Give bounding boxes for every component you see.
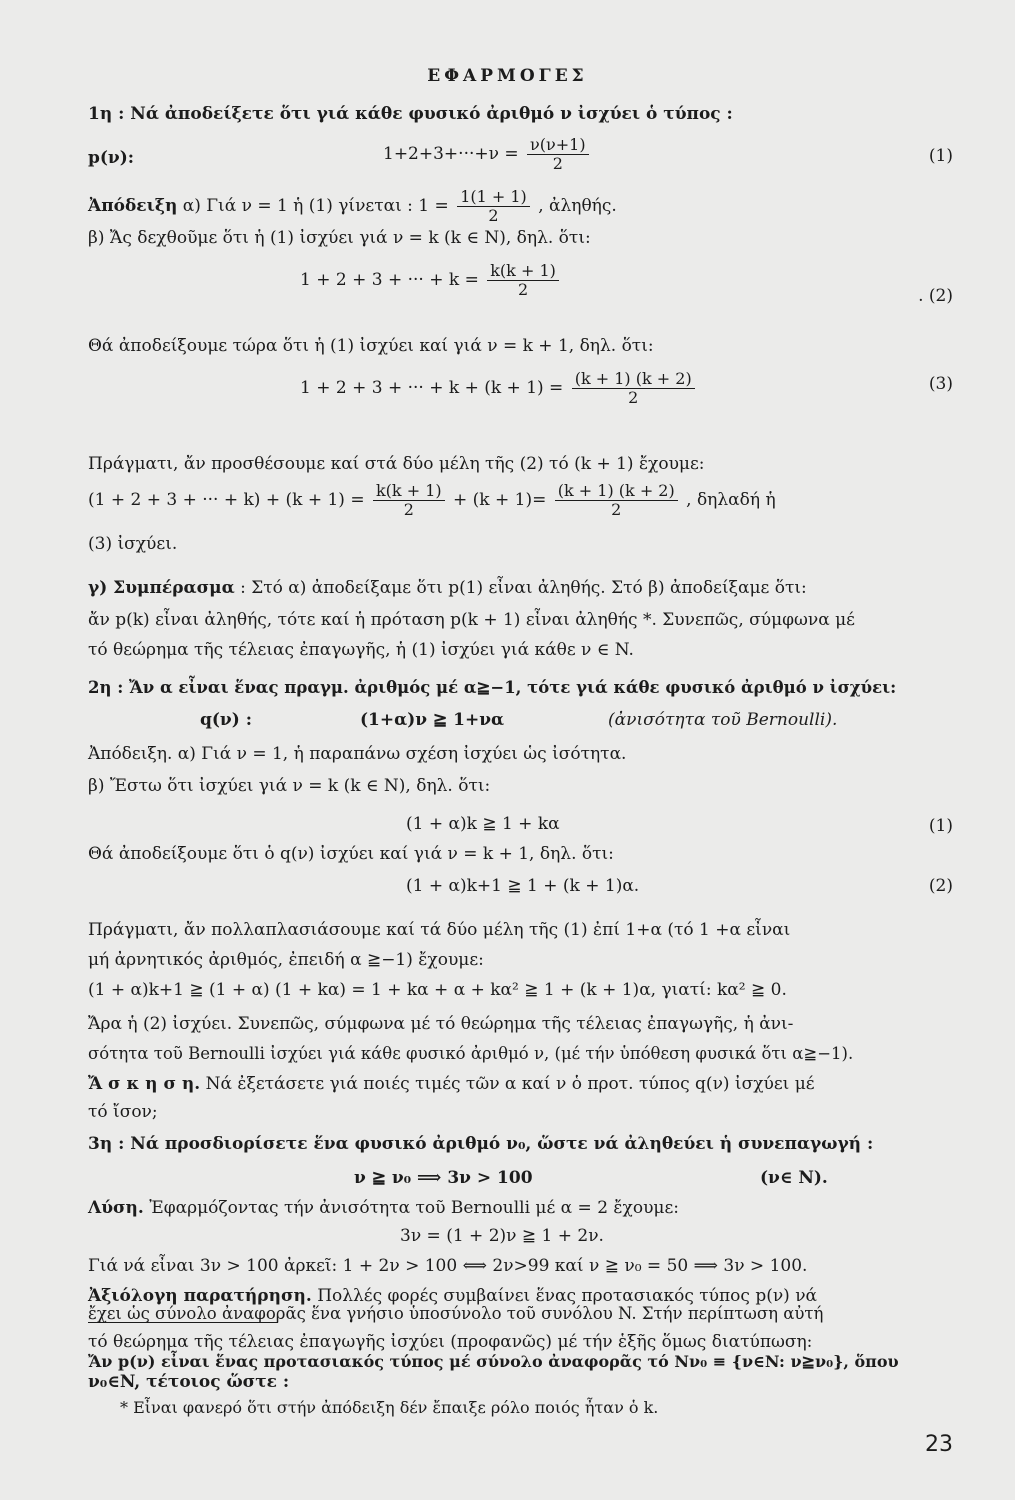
ex2-exercise-label: Ἄ σ κ η σ η.: [88, 1074, 201, 1094]
ex2-exercise-2: τό ἴσον;: [88, 1102, 158, 1122]
ex1-eq3-lhs: 1 + 2 + 3 + ··· + k + (k + 1) =: [300, 378, 564, 398]
ex1-eq2-lhs: 1 + 2 + 3 + ··· + k =: [300, 270, 479, 290]
ex1-eq3-number: (3): [928, 374, 953, 394]
remark-2: ἔχει ὡς σύνολο ἀναφορᾶς ἕνα γνήσιο ὑποσύνολο τοῦ συνόλου N. Στήν περίπτωση αὐτή: [88, 1304, 824, 1323]
ex1-sum-frac2: [555, 482, 678, 519]
ex3-implication-domain: (ν∈ N).: [760, 1168, 828, 1188]
ex1-indeed: Πράγματι, ἄν προσθέσουμε καί στά δύο μέλη τῆς (2) τό (k + 1) ἔχουμε:: [88, 454, 705, 474]
ex2-prove: Θά ἀποδείξουμε ὅτι ὁ q(ν) ἰσχύει καί γιά ν = k + 1, δηλ. ὅτι:: [88, 844, 614, 864]
ex1-formula-den: 2: [552, 154, 563, 173]
ex1-eq2-number: . (2): [918, 286, 953, 306]
ex1-sum-num2: (k + 1) (k + 2): [555, 482, 678, 501]
ex1-eq3-den: 2: [628, 388, 639, 407]
ex2-exercise-text: Νά ἐξετάσετε γιά ποιές τιμές τῶν α καί ν ὁ προτ. τύπος q(ν) ἰσχύει μέ: [205, 1074, 815, 1094]
ex2-chain: (1 + α)k+1 ≧ (1 + α) (1 + kα) = 1 + kα + α + kα² ≧ 1 + (k + 1)α, γιατί: kα² ≧ 0.: [88, 980, 787, 1000]
ex2-eq2-number: (2): [928, 876, 953, 896]
ex1-sum-mid: + (k + 1)=: [453, 490, 547, 510]
ex1-conclusion-text: : Στό α) ἀποδείξαμε ὅτι p(1) εἶναι ἀληθής. Στό β) ἀποδείξαμε ὅτι:: [240, 578, 807, 598]
ex2-eq1: (1 + α)k ≧ 1 + kα: [406, 814, 560, 834]
footnote-rule: [88, 1322, 278, 1323]
ex1-proof-a-num: 1(1 + 1): [457, 188, 530, 207]
ex1-eq2-expr: [300, 262, 562, 299]
ex1-prove: Θά ἀποδείξουμε τώρα ὅτι ἡ (1) ἰσχύει καί γιά ν = k + 1, δηλ. ὅτι:: [88, 336, 654, 356]
ex1-formula-label: p(ν):: [88, 148, 135, 168]
ex1-conclusion-3: τό θεώρημα τῆς τέλειας ἐπαγωγῆς, ἡ (1) ἰσχύει γιά κάθε ν ∈ N.: [88, 640, 634, 660]
ex2-conclusion-2: σότητα τοῦ Bernoulli ἰσχύει γιά κάθε φυσικό ἀριθμό ν, (μέ τήν ὑπόθεση φυσικά ὅτι α≧−1).: [88, 1044, 854, 1063]
ex1-holds: (3) ἰσχύει.: [88, 534, 178, 554]
ex1-sum-end: , δηλαδή ἡ: [686, 490, 776, 510]
remark-3: τό θεώρημα τῆς τέλειας ἐπαγωγῆς ἰσχύει (προφανῶς) μέ τήν ἑξῆς ὅμως διατύπωση:: [88, 1332, 813, 1352]
ex1-formula-number: (1): [928, 146, 953, 166]
remark-text-1: Πολλές φορές συμβαίνει ἕνας προτασιακός τύπος p(ν) νά: [317, 1286, 818, 1306]
ex1-formula-lhs: 1+2+3+···+ν =: [383, 144, 519, 164]
ex1-sum-den2: 2: [611, 500, 622, 519]
ex1-eq3-frac: [572, 370, 695, 407]
ex1-proof-a-end: , ἀληθής.: [538, 196, 617, 216]
ex1-sum-num1: k(k + 1): [373, 482, 445, 501]
ex3-implication: ν ≧ ν₀ ⟹ 3ν > 100: [354, 1168, 533, 1188]
ex1-beta: β) Ἄς δεχθοῦμε ὅτι ἡ (1) ἰσχύει γιά ν = k (k ∈ N), δηλ. ὅτι:: [88, 228, 591, 248]
ex1-eq3-num: (k + 1) (k + 2): [572, 370, 695, 389]
ex3-solution-label: Λύση.: [88, 1198, 144, 1218]
footnote: * Εἶναι φανερό ὅτι στήν ἀπόδειξη δέν ἔπαιξε ρόλο ποιός ἦταν ὁ k.: [120, 1398, 659, 1417]
ex2-formula-note: (ἀνισότητα τοῦ Bernoulli).: [608, 710, 838, 730]
ex1-sum: [88, 482, 953, 519]
ex1-proof-a-text: α) Γιά ν = 1 ἡ (1) γίνεται : 1 =: [182, 196, 449, 216]
ex2-heading: 2η : Ἄν α εἶναι ἕνας πραγμ. ἀριθμός μέ α≧−1, τότε γιά κάθε φυσικό ἀριθμό ν ἰσχύει:: [88, 678, 897, 697]
ex3-heading: 3η : Νά προσδιορίσετε ἕνα φυσικό ἀριθμό ν₀, ὥστε νά ἀληθεύει ἡ συνεπαγωγή :: [88, 1134, 874, 1154]
ex2-eq1-number: (1): [928, 816, 953, 836]
ex1-sum-lhs: (1 + 2 + 3 + ··· + k) + (k + 1) =: [88, 490, 365, 510]
page-number: 23: [925, 1432, 953, 1457]
ex1-proof-a-frac: [457, 188, 530, 225]
ex1-proof-a: [88, 188, 953, 225]
ex1-conclusion-1: [88, 576, 953, 600]
ex1-eq2-den: 2: [517, 280, 529, 299]
ex2-conclusion-1: Ἄρα ἡ (2) ἰσχύει. Συνεπῶς, σύμφωνα μέ τό θεώρημα τῆς τέλειας ἐπαγωγῆς, ἡ ἀνι-: [88, 1014, 794, 1034]
remark-label: Ἀξιόλογη παρατήρηση.: [88, 1286, 312, 1306]
ex2-proof-a: Ἀπόδειξη. α) Γιά ν = 1, ἡ παραπάνω σχέση ἰσχύει ὡς ἰσότητα.: [88, 744, 627, 764]
ex1-sum-frac1: [373, 482, 445, 519]
ex1-sum-den1: 2: [403, 500, 414, 519]
ex3-solution: [88, 1196, 953, 1220]
ex2-formula: (1+α)ν ≧ 1+να: [360, 710, 505, 730]
remark-bold-1: Ἄν p(ν) εἶναι ἕνας προτασιακός τύπος μέ σύνολο ἀναφορᾶς τό Nν₀ ≡ {ν∈N: ν≧ν₀}, ὅπου: [88, 1352, 899, 1371]
ex1-conclusion-2: ἄν p(k) εἶναι ἀληθής, τότε καί ἡ πρόταση p(k + 1) εἶναι ἀληθής *. Συνεπῶς, σύμφωνα μέ: [88, 610, 855, 630]
ex2-eq2: (1 + α)k+1 ≧ 1 + (k + 1)α.: [406, 876, 640, 896]
ex2-indeed-2: μή ἀρνητικός ἀριθμός, ἐπειδή α ≧−1) ἔχουμε:: [88, 950, 484, 970]
ex1-conclusion-label: γ) Συμπέρασμα: [88, 578, 235, 598]
ex3-solution-eq: 3ν = (1 + 2)ν ≧ 1 + 2ν.: [400, 1226, 604, 1246]
page-title: ΕΦΑΡΜΟΓΕΣ: [427, 66, 588, 86]
ex3-final: Γιά νά εἶναι 3ν > 100 ἀρκεῖ: 1 + 2ν > 100 ⟺ 2ν>99 καί ν ≧ ν₀ = 50 ⟹ 3ν > 100.: [88, 1256, 808, 1276]
ex1-proof-label: Ἀπόδειξη: [88, 196, 178, 216]
ex1-formula-num: ν(ν+1): [527, 136, 589, 155]
remark-bold-2: ν₀∈N, τέτοιος ὥστε :: [88, 1372, 290, 1392]
ex1-formula-frac: [527, 136, 589, 173]
ex2-indeed-1: Πράγματι, ἄν πολλαπλασιάσουμε καί τά δύο μέλη τῆς (1) ἐπί 1+α (τό 1 +α εἶναι: [88, 920, 791, 940]
ex1-eq3-expr: [300, 370, 698, 407]
ex2-exercise-1: [88, 1072, 953, 1096]
ex1-heading: 1η : Νά ἀποδείξετε ὅτι γιά κάθε φυσικό ἀριθμό ν ἰσχύει ὁ τύπος :: [88, 104, 733, 124]
ex2-beta: β) Ἔστω ὅτι ἰσχύει γιά ν = k (k ∈ N), δηλ. ὅτι:: [88, 776, 491, 796]
ex1-proof-a-den: 2: [488, 206, 499, 225]
ex2-formula-label: q(ν) :: [200, 710, 252, 730]
ex1-eq2-num: k(k + 1): [487, 262, 559, 281]
ex1-formula-expr: [383, 136, 592, 173]
ex1-eq2-frac: [487, 262, 559, 299]
ex3-solution-text: Ἐφαρμόζοντας τήν ἀνισότητα τοῦ Bernoulli μέ α = 2 ἔχουμε:: [149, 1198, 679, 1218]
